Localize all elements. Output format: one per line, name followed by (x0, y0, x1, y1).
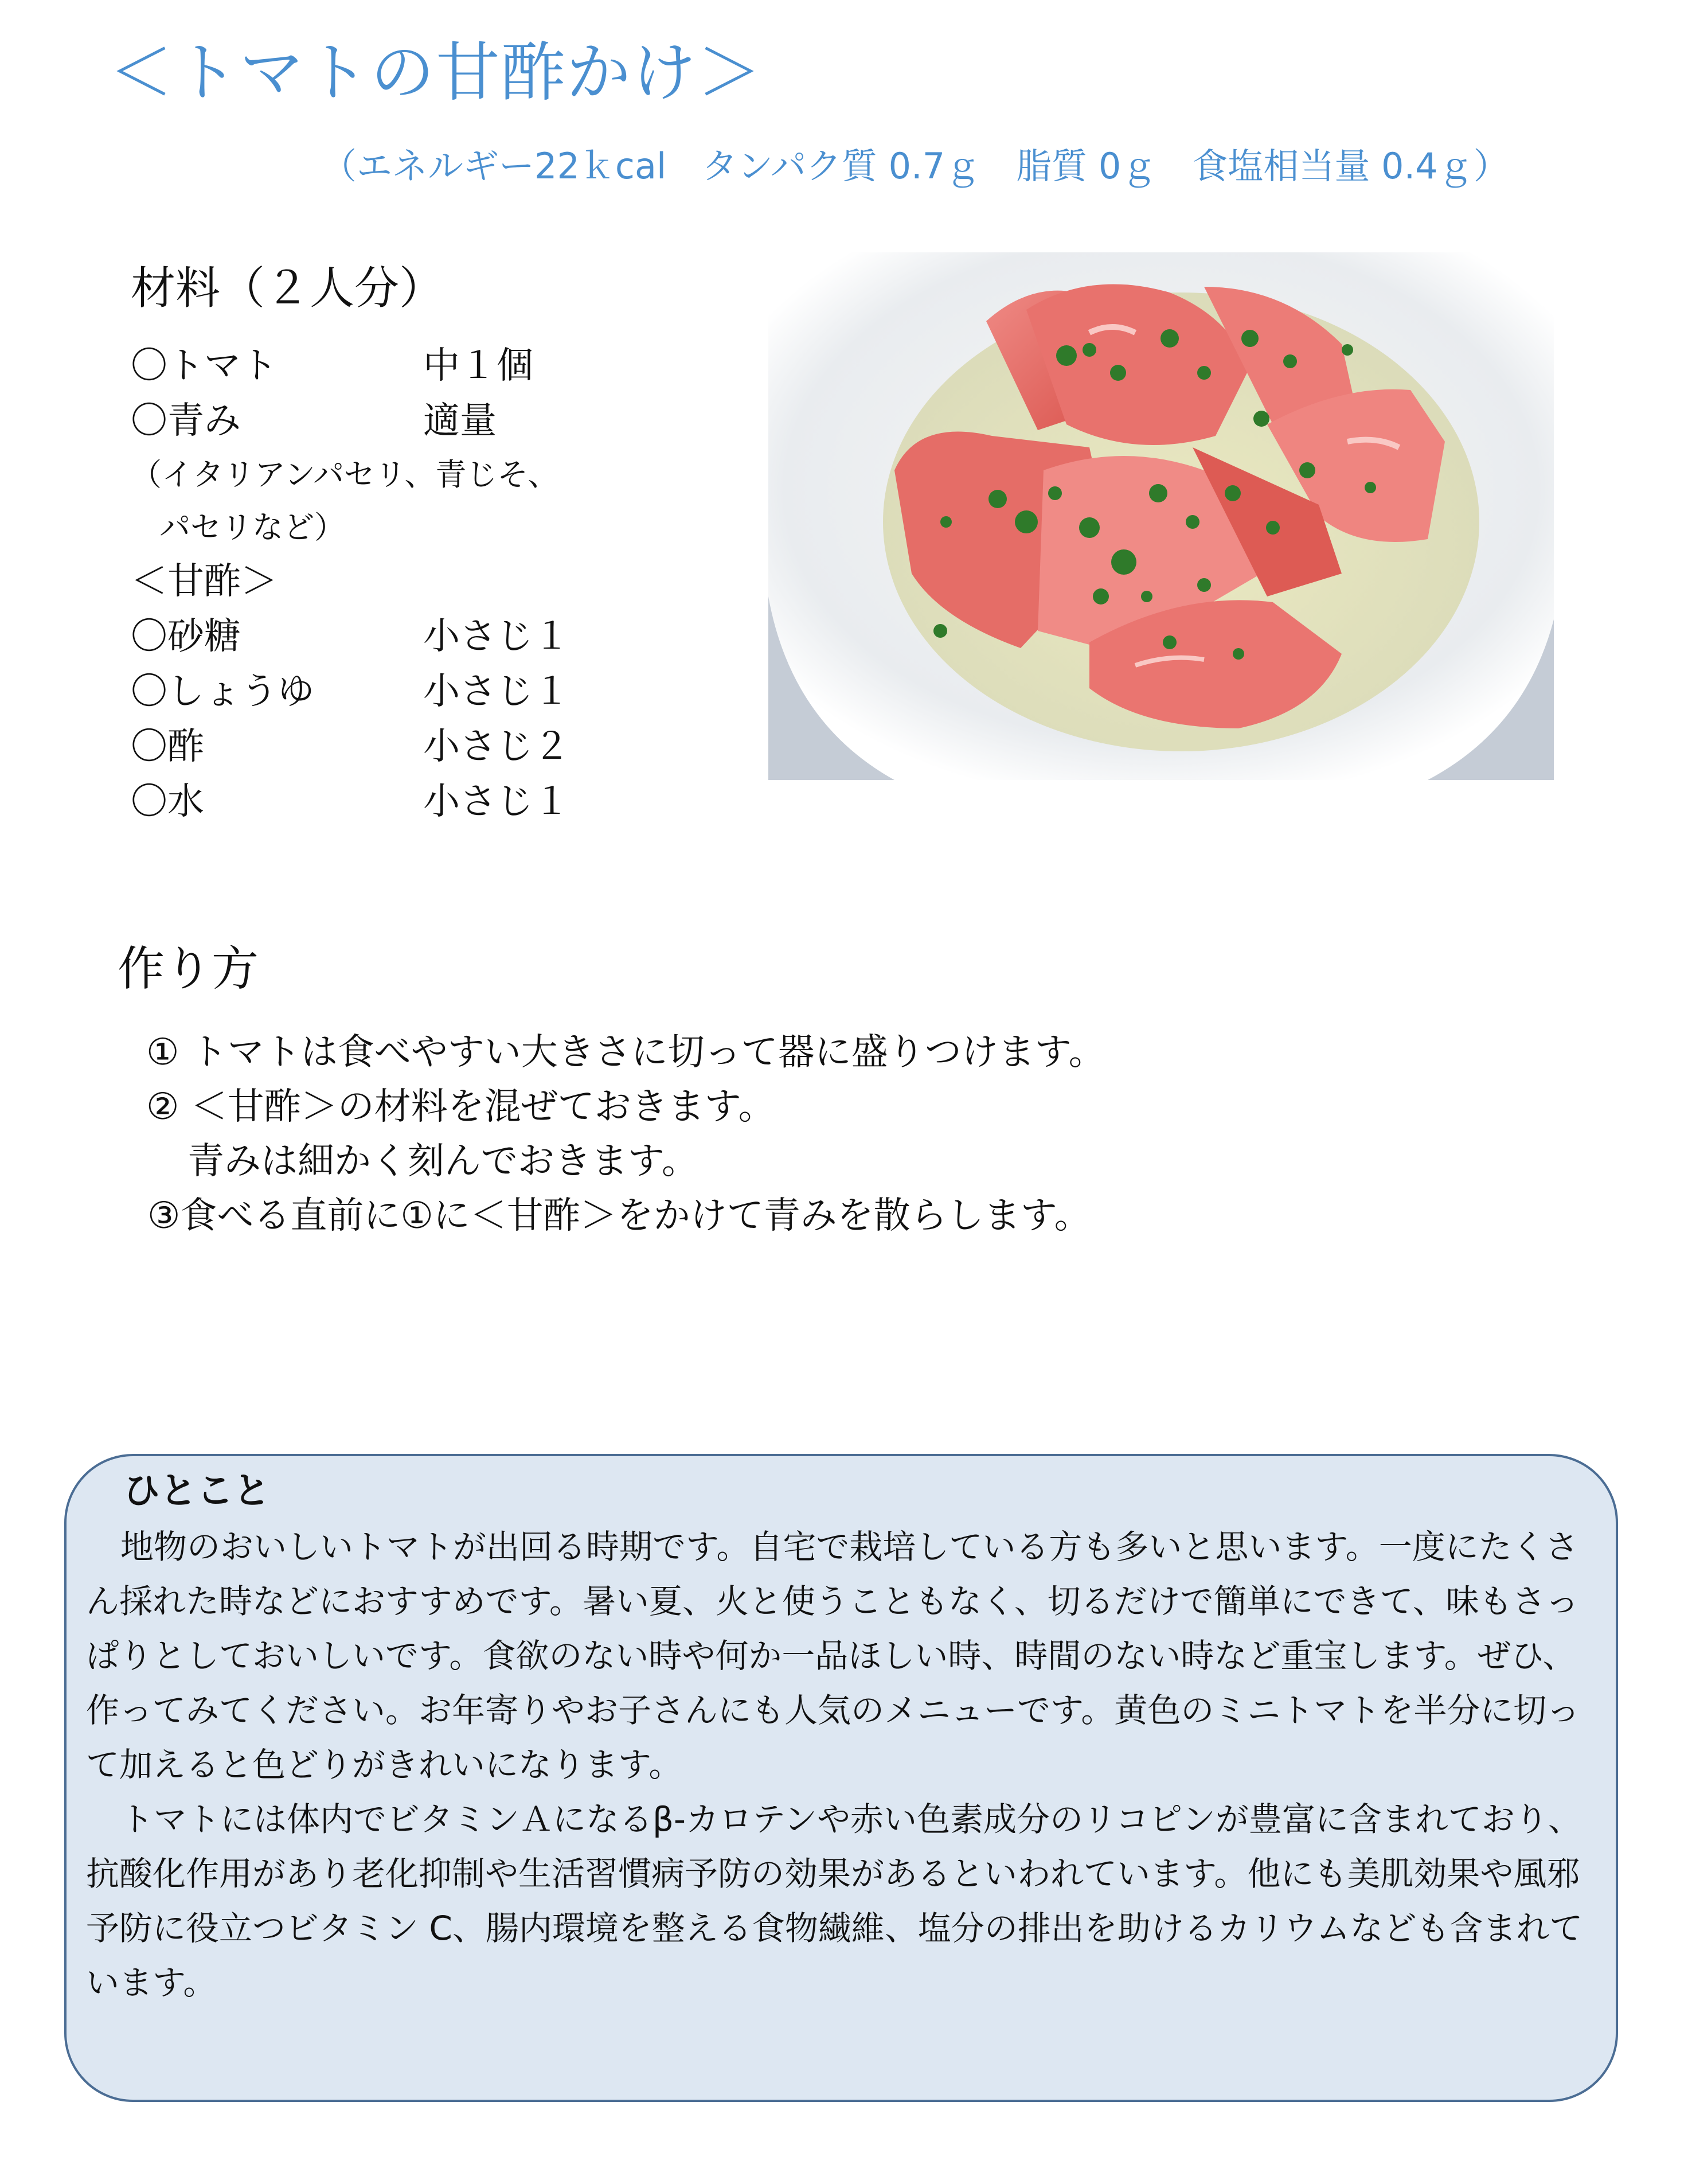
method-step: ② ＜甘酢＞の材料を混ぜておきます。 (146, 1086, 775, 1128)
ingredient-row (131, 774, 704, 829)
ingredient-amount: 適量 (423, 400, 497, 442)
ingredient-name: 〇水 (131, 781, 204, 823)
ingredient-name: 〇青み (131, 400, 241, 442)
ingredient-row (131, 719, 704, 774)
ingredient-amount: 中１個 (423, 345, 533, 387)
note-paragraph: トマトには体内でビタミンＡになるβ-カロテンや赤い色素成分のリコピンが豊富に含まれており、抗酸化作用があり老化抑制や生活習慣病予防の効果があるといわれています。他にも美肌効果や風邪予防に役立つビタミン C、腸内環境を整える食物繊維、塩分の排出を助けるカリウムなども含まれています。 (86, 1800, 1583, 2002)
ingredient-note: （イタリアンパセリ、青じそ、 (131, 457, 559, 493)
ingredient-amount: 小さじ２ (423, 726, 570, 768)
note-body (86, 1520, 1600, 2010)
method-heading: 作り方 (118, 942, 259, 996)
page-title: ＜トマトの甘酢かけ＞ (109, 36, 763, 110)
ingredient-name: 〇しょうゆ (131, 670, 314, 713)
sweet-vinegar-label: ＜甘酢＞ (131, 560, 278, 603)
tomato-salad-photo (768, 252, 1554, 780)
ingredients-list (131, 338, 704, 829)
ingredient-note: パセリなど） (159, 509, 345, 545)
ingredients-heading: 材料（２人分） (131, 263, 444, 314)
ingredient-amount: 小さじ１ (423, 781, 570, 823)
method-steps (146, 1025, 1522, 1243)
ingredient-row (131, 609, 704, 664)
ingredient-row (131, 664, 704, 719)
ingredient-row (131, 338, 704, 393)
ingredient-name: 〇砂糖 (131, 615, 241, 658)
method-step: ③食べる直前に①に＜甘酢＞をかけて青みを散らします。 (147, 1195, 1091, 1237)
note-heading: ひとこと (123, 1470, 270, 1512)
ingredient-name: 〇酢 (131, 726, 204, 768)
ingredient-amount: 小さじ１ (423, 615, 570, 658)
method-step: 青みは細かく刻んでおきます。 (187, 1140, 698, 1183)
ingredient-row (131, 393, 704, 448)
nutrition-info: （エネルギー22ｋcal タンパク質 0.7ｇ 脂質 0ｇ 食塩相当量 0.4ｇ） (321, 145, 1509, 187)
note-paragraph: 地物のおいしいトマトが出回る時期です。自宅で栽培している方も多いと思います。一度にたくさん採れた時などにおすすめです。暑い夏、火と使うこともなく、切るだけで簡単にできて、味もさっぱりとしておいしいです。食欲のない時や何か一品ほしい時、時間のない時など重宝します。ぜひ、作ってみてください。お年寄りやお子さんにも人気のメニューです。黄色のミニトマトを半分に切って加えると色どりがきれいになります。 (86, 1527, 1580, 1784)
ingredient-name: 〇トマト (131, 345, 278, 387)
method-step: ① トマトは食べやすい大きさに切って器に盛りつけます。 (146, 1031, 1105, 1074)
ingredient-amount: 小さじ１ (423, 670, 570, 713)
